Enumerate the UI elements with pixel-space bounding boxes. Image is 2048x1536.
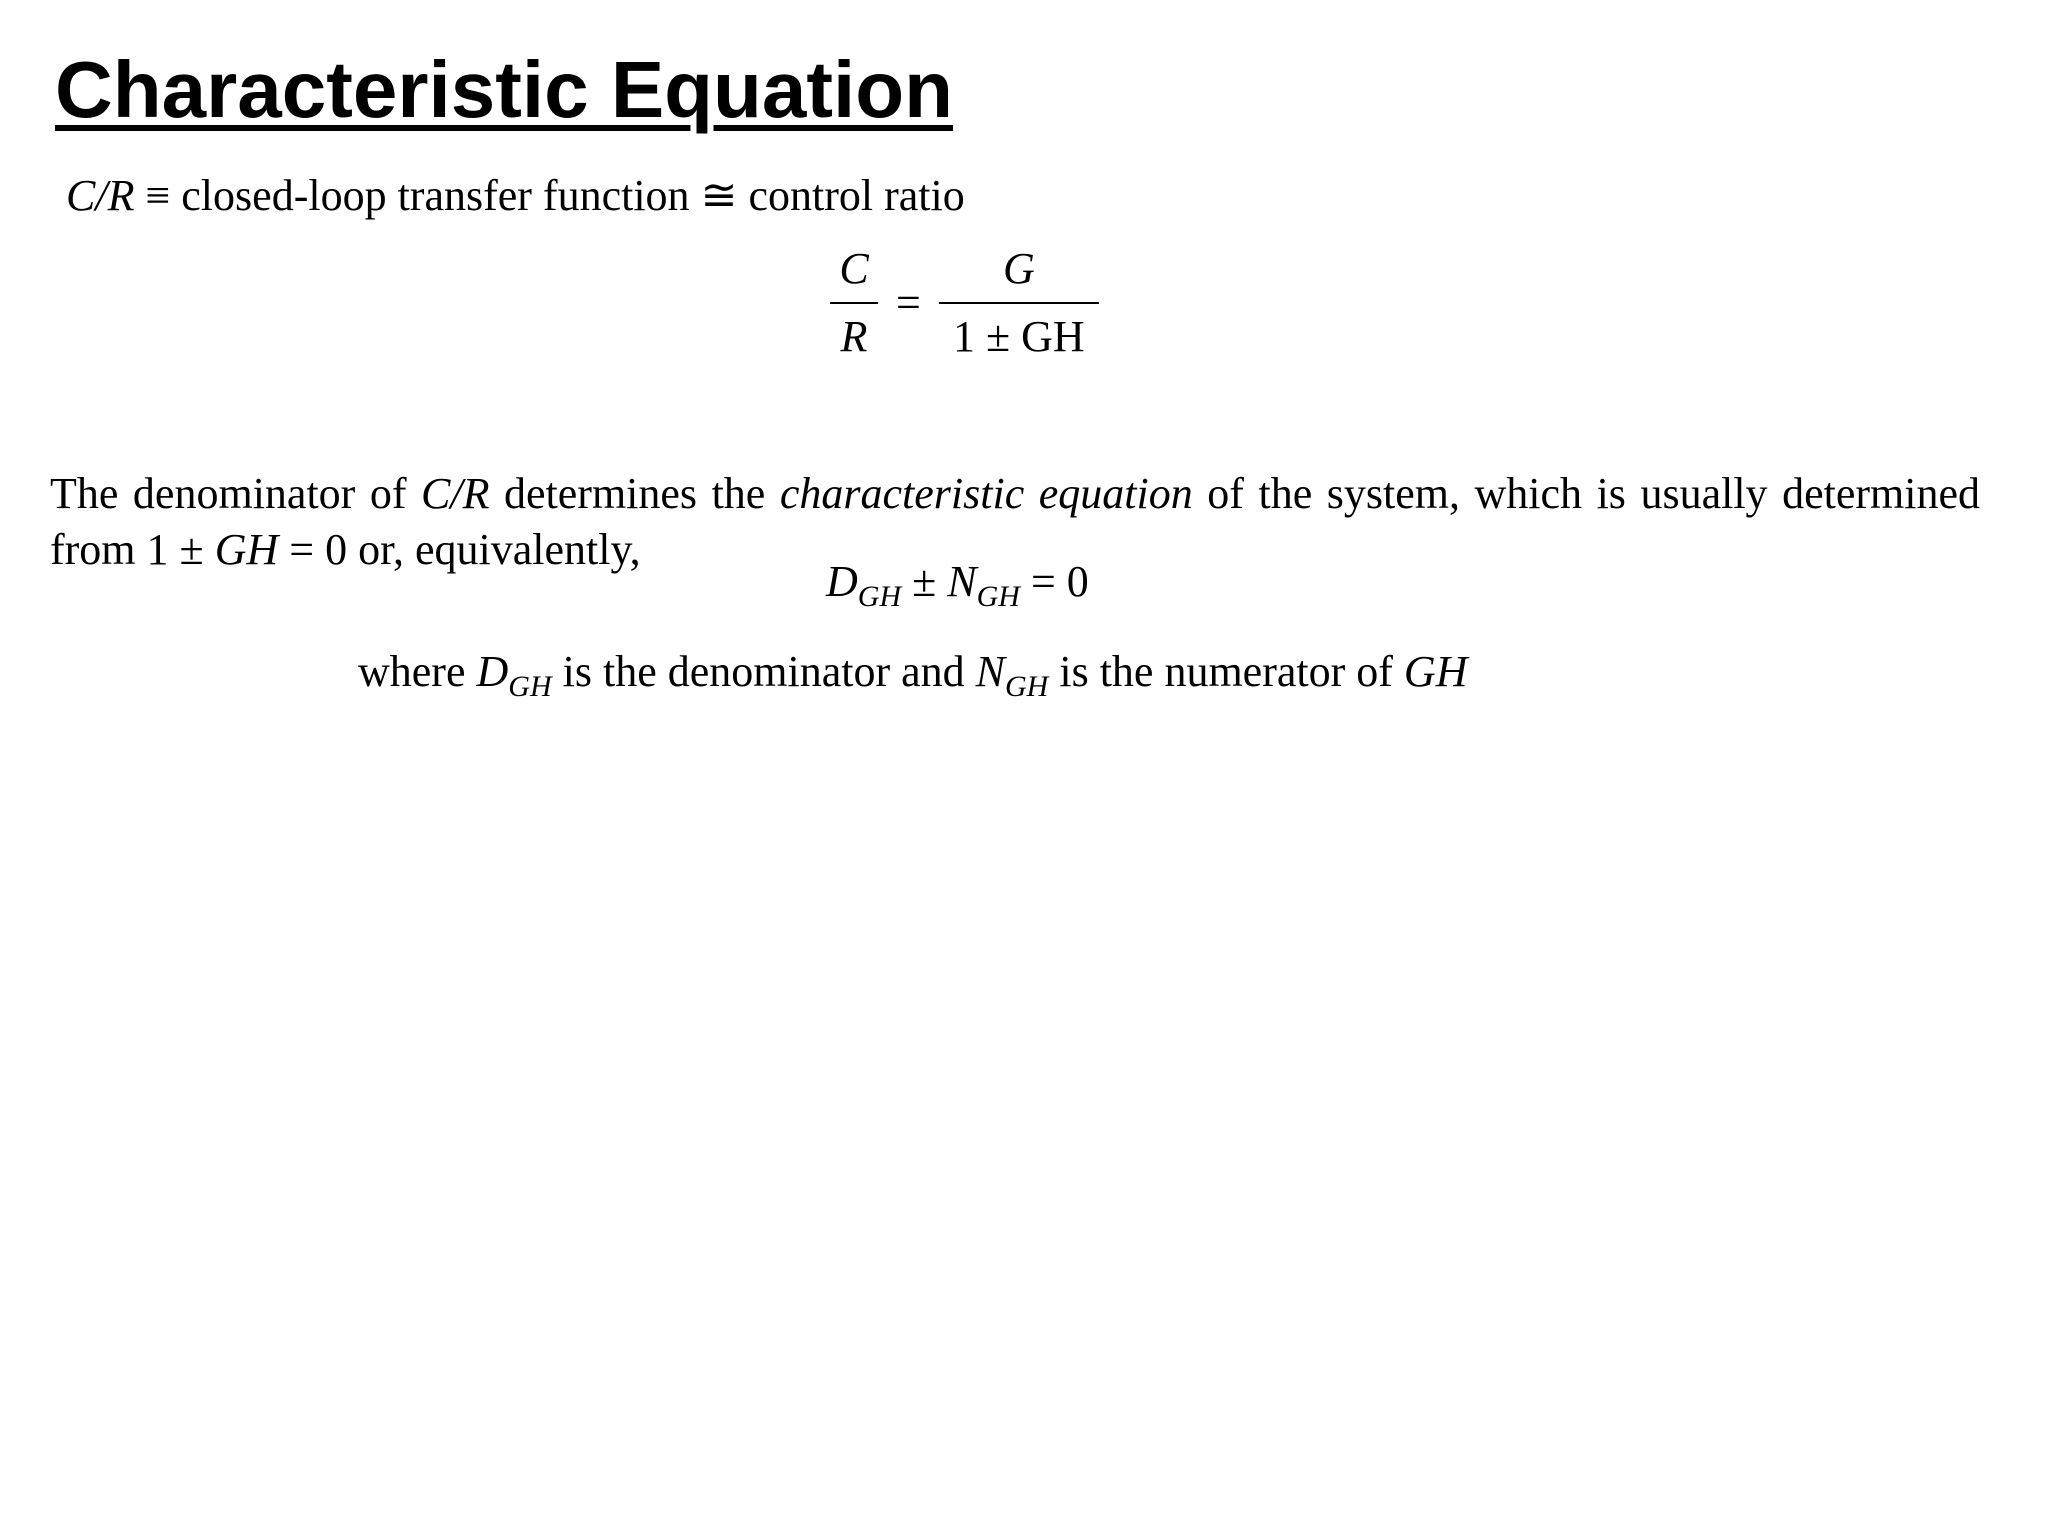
eq2-operator: ± bbox=[901, 557, 948, 606]
eq2-d: D bbox=[826, 557, 858, 606]
paragraph-text-4: = 0 or, equivalently, bbox=[278, 525, 641, 574]
eq2-n: N bbox=[947, 557, 977, 606]
lhs-fraction-bar bbox=[830, 302, 878, 304]
equals-sign: = bbox=[896, 278, 921, 327]
where-n: N bbox=[975, 647, 1005, 696]
paragraph-emphasis: characteristic equation bbox=[779, 469, 1193, 518]
definition-approx-symbol: ≅ bbox=[700, 171, 738, 220]
rhs-fraction bbox=[939, 242, 1099, 364]
paragraph-text-2: determines the bbox=[489, 469, 780, 518]
rhs-numerator: G bbox=[1002, 244, 1035, 293]
eq2-d-subscript: GH bbox=[857, 580, 902, 613]
characteristic-equation bbox=[826, 552, 1089, 612]
definition-equiv-symbol: ≡ bbox=[145, 171, 171, 220]
slide-title: Characteristic Equation bbox=[55, 45, 954, 134]
eq2-n-subscript: GH bbox=[976, 580, 1020, 613]
closed-loop-equation bbox=[830, 242, 1099, 364]
where-clause bbox=[358, 642, 1467, 702]
where-n-subscript: GH bbox=[1005, 670, 1049, 703]
where-d-subscript: GH bbox=[508, 670, 552, 703]
paragraph-var-cr: C/R bbox=[421, 469, 490, 518]
where-text-1: where bbox=[358, 647, 477, 696]
paragraph-text-1: The denominator of bbox=[50, 469, 422, 518]
paragraph-var-gh: GH bbox=[214, 525, 279, 574]
lhs-fraction bbox=[830, 242, 878, 364]
rhs-denominator: 1 ± GH bbox=[952, 312, 1085, 361]
definition-term-control-ratio: control ratio bbox=[748, 171, 965, 220]
lhs-denominator: R bbox=[840, 312, 868, 361]
rhs-fraction-bar bbox=[939, 302, 1099, 304]
definition-term-transfer-function: closed-loop transfer function bbox=[181, 171, 690, 220]
where-d: D bbox=[476, 647, 509, 696]
eq2-rhs: = 0 bbox=[1019, 557, 1089, 606]
definition-lhs: C/R bbox=[66, 171, 135, 220]
lhs-numerator: C bbox=[839, 244, 869, 293]
definition-line bbox=[66, 168, 965, 224]
where-gh: GH bbox=[1403, 647, 1468, 696]
paragraph-text-3: of the system, which is usually determined from 1 ± bbox=[50, 469, 1980, 574]
where-text-3: is the numerator of bbox=[1048, 647, 1404, 696]
where-text-2: is the denominator and bbox=[551, 647, 976, 696]
